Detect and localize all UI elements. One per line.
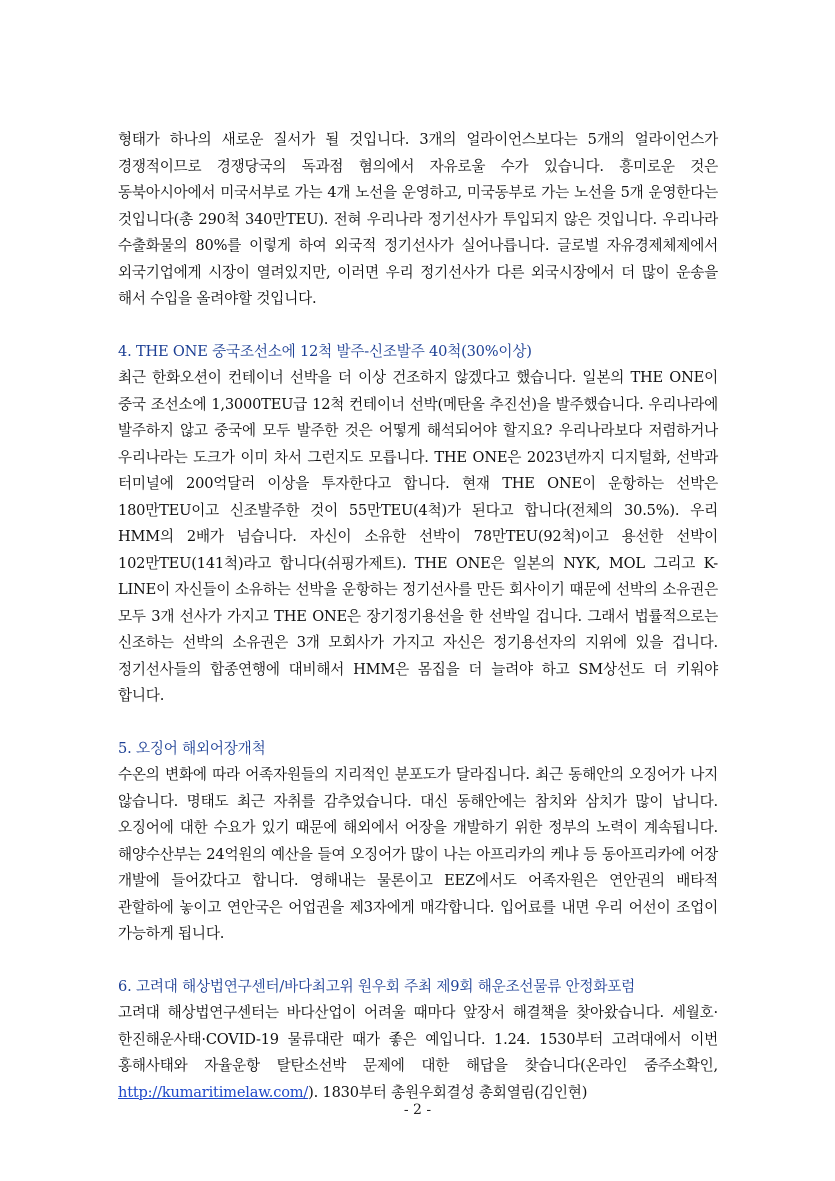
- page-number: - 2 -: [403, 1102, 432, 1118]
- intro-paragraph: 형태가 하나의 새로운 질서가 될 것입니다. 3개의 얼라이언스보다는 5개의 얼라이언스가 경쟁적이므로 경쟁당국의 독과점 혐의에서 자유로울 수가 있습니다. 흥미로운 것은 동북아시아에서 미국서부로 가는 4개 노선을 운영하고, 미국동부로 가는 노선을 5개 운영한다는 것입니다(총 290척 340만TEU). 전혀 우리나라 정기선사가 투입되지 않은 것입니다. 우리나라 수출화물의 80%를 이렇게 하여 외국적 정기선사가 실어나릅니다. 글로벌 자유경제체제에서 외국기업에게 시장이 열려있지만, 이러면 우리 정기선사가 다른 외국시장에서 더 많이 운송을 해서 수입을 올려야할 것입니다.: [118, 131, 718, 307]
- section-4-body: 최근 한화오션이 컨테이너 선박을 더 이상 건조하지 않겠다고 했습니다. 일본의 THE ONE이 중국 조선소에 1,3000TEU급 12척 컨테이너 선박(메탄올 추진선)을 발주했습니다. 우리나라에 발주하지 않고 중국에 모두 발주한 것은 어떻게 해석되어야 할지요? 우리나라보다 저렴하거나 우리나라는 도크가 이미 차서 그런지도 모릅니다. THE ONE은 2023년까지 디지털화, 선박과 터미널에 200억달러 이상을 투자한다고 합니다. 현재 THE ONE이 운항하는 선박은 180만TEU이고 신조발주한 것이 55만TEU(4척)가 된다고 합니다(전체의 30.5%). 우리 HMM의 2배가 넘습니다. 자신이 소유한 선박이 78만TEU(92척)이고 용선한 선박이 102만TEU(141척)라고 합니다(쉬핑가제트). THE ONE은 일본의 NYK, MOL 그리고 K-LINE이 자신들이 소유하는 선박을 운항하는 정기선사를 만든 회사이기 때문에 선박의 소유권은 모두 3개 선사가 가지고 THE ONE은 장기정기용선을 한 선박일 겁니다. 그래서 법률적으로는 신조하는 선박의 소유권은 3개 모회사가 가지고 자신은 정기용선자의 지위에 있을 겁니다. 정기선사들의 합종연행에 대비해서 HMM은 몸집을 더 늘려야 하고 SM상선도 더 키워야 합니다.: [118, 369, 718, 704]
- section-5-body: 수온의 변화에 따라 어족자원들의 지리적인 분포도가 달라집니다. 최근 동해안의 오징어가 나지 않습니다. 명태도 최근 자취를 감추었습니다. 대신 동해안에는 참치와 삼치가 많이 납니다. 오징어에 대한 수요가 있기 때문에 해외에서 어장을 개발하기 위한 정부의 노력이 계속됩니다. 해양수산부는 24억원의 예산을 들여 오징어가 많이 나는 아프리카의 케냐 등 동아프리카에 어장 개발에 들어갔다고 합니다. 영해내는 물론이고 EEZ에서도 어족자원은 연안권의 배타적 관할하에 놓이고 연안국은 어업권을 제3자에게 매각합니다. 입어료를 내면 우리 어선이 조업이 가능하게 됩니다.: [118, 766, 718, 942]
- section-6-heading: 6. 고려대 해상법연구센터/바다최고위 원우회 주최 제9회 해운조선물류 안정화포럼: [118, 977, 636, 995]
- kumaritimelaw-link[interactable]: http://kumaritimelaw.com/: [118, 1083, 309, 1101]
- section-6-body: [118, 1000, 718, 1106]
- section-6-body-tail: ). 1830부터 총원우회결성 총회열림(김인현): [308, 1083, 588, 1101]
- section-5-heading: 5. 오징어 해외어장개척: [118, 739, 266, 757]
- section-4-heading: 4. THE ONE 중국조선소에 12척 발주-신조발주 40척(30%이상): [118, 342, 532, 360]
- section-6-body-text: 고려대 해상법연구센터는 바다산업이 어려울 때마다 앞장서 해결책을 찾아왔습니다. 세월호·한진해운사태·COVID-19 물류대란 때가 좋은 예입니다. 1.24. 1530부터 고려대에서 이번 홍해사태와 자율운항 탈탄소선박 문제에 대한 해답을 찾습니다(온라인 줌주소확인,: [118, 1004, 718, 1074]
- document-content: [118, 127, 718, 1106]
